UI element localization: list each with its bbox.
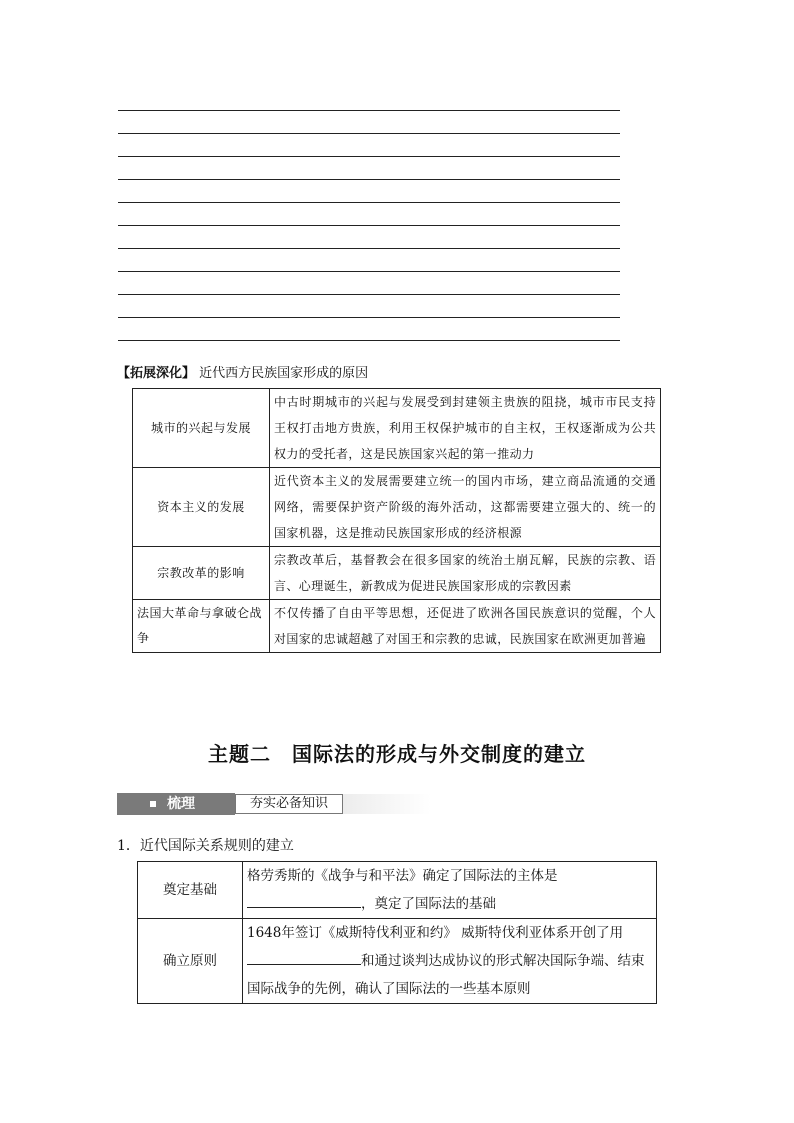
answer-line[interactable] bbox=[118, 225, 620, 248]
row-value: 中古时期城市的兴起与发展受到封建领主贵族的阻挠，城市市民支持王权打击地方贵族，利用王权保护城市的自主权，王权逐渐成为公共权力的受托者，这是民族国家兴起的第一推动力 bbox=[270, 389, 661, 468]
answer-line[interactable] bbox=[118, 156, 620, 179]
answer-line[interactable] bbox=[118, 271, 620, 294]
row-value: 近代资本主义的发展需要建立统一的国内市场，建立商品流通的交通网络，需要保护资产阶级的海外活动，这都需要建立强大的、统一的国家机器，这是推动民族国家形成的经济根源 bbox=[270, 468, 661, 547]
fill-blank[interactable] bbox=[247, 891, 361, 908]
expansion-tag: 【拓展深化】 bbox=[117, 366, 196, 381]
row-value bbox=[243, 862, 657, 919]
banner-fade bbox=[235, 794, 431, 814]
row-value: 宗教改革后，基督教会在很多国家的统治土崩瓦解，民族的宗教、语言、心理诞生，新教成为促进民族国家形成的宗教因素 bbox=[270, 547, 661, 600]
banner-sub-label: 夯实必备知识 bbox=[235, 794, 343, 814]
table-row bbox=[133, 468, 661, 547]
banner-main-label: 梳理 bbox=[167, 796, 195, 812]
answer-line[interactable] bbox=[118, 317, 620, 340]
row-value bbox=[243, 919, 657, 1004]
section1-heading: 1．近代国际关系规则的建立 bbox=[117, 838, 294, 854]
banner-main bbox=[117, 793, 235, 815]
answer-line[interactable] bbox=[118, 133, 620, 156]
row-key: 确立原则 bbox=[138, 919, 243, 1004]
topic-title: 主题二 国际法的形成与外交制度的建立 bbox=[208, 742, 586, 766]
row-key: 城市的兴起与发展 bbox=[133, 389, 270, 468]
answer-lines bbox=[118, 110, 620, 341]
answer-line[interactable] bbox=[118, 340, 620, 341]
expansion-table bbox=[132, 388, 661, 653]
answer-line[interactable] bbox=[118, 110, 620, 133]
answer-line[interactable] bbox=[118, 294, 620, 317]
table-row bbox=[133, 600, 661, 653]
table-row bbox=[138, 862, 657, 919]
row-value: 不仅传播了自由平等思想，还促进了欧洲各国民族意识的觉醒，个人对国家的忠诚超越了对国王和宗教的忠诚，民族国家在欧洲更加普遍 bbox=[270, 600, 661, 653]
square-bullet-icon bbox=[150, 801, 156, 807]
answer-line[interactable] bbox=[118, 202, 620, 225]
answer-line[interactable] bbox=[118, 248, 620, 271]
row-key: 资本主义的发展 bbox=[133, 468, 270, 547]
row-text-before: 1648年签订《威斯特伐利亚和约》 威斯特伐利亚体系开创了用 bbox=[247, 925, 624, 941]
table-row bbox=[133, 389, 661, 468]
row-key: 法国大革命与拿破仑战争 bbox=[133, 600, 270, 653]
row-key: 奠定基础 bbox=[138, 862, 243, 919]
fill-blank[interactable] bbox=[247, 948, 361, 965]
row-text-after: 和通过谈判达成协议的形式解决国际争端、结束国际战争的先例，确认了国际法的一些基本原则 bbox=[247, 953, 645, 997]
expansion-heading bbox=[117, 362, 368, 381]
answer-line[interactable] bbox=[118, 179, 620, 202]
row-key: 宗教改革的影响 bbox=[133, 547, 270, 600]
row-text-before: 格劳秀斯的《战争与和平法》确定了国际法的主体是 bbox=[247, 868, 558, 884]
expansion-title: 近代西方民族国家形成的原因 bbox=[199, 366, 369, 381]
rules-table bbox=[137, 861, 657, 1004]
table-row bbox=[138, 919, 657, 1004]
table-row bbox=[133, 547, 661, 600]
section-banner bbox=[117, 793, 431, 815]
row-text-after: ，奠定了国际法的基础 bbox=[361, 896, 496, 912]
